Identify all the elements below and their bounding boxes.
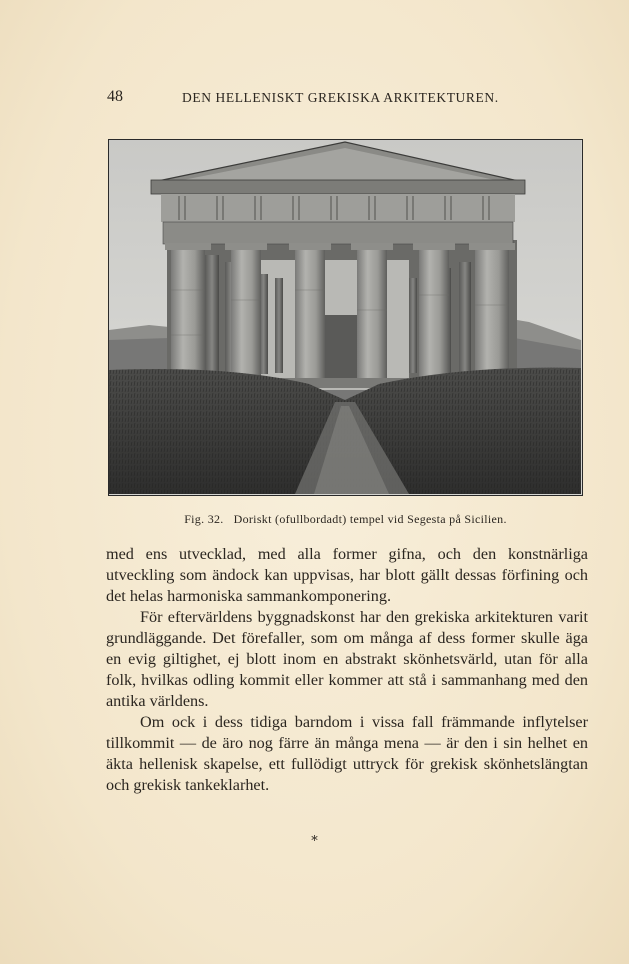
frieze	[161, 194, 515, 222]
paragraph: För eftervärldens byggnadskonst har den grekiska arkitekturen varit grundläggande. Det förefaller, som om många af dess former skulle äga en evig giltighet, ej blott inom en abstrakt skönhetsvärld, utan för alla folk, hvilkas odling kommit eller kommer att stå i sammanhang med den antika världens.	[106, 608, 588, 710]
architrave	[163, 222, 513, 244]
page-number: 48	[107, 88, 123, 105]
temple-photograph	[108, 139, 583, 496]
figure-caption	[108, 512, 583, 527]
figure-label: Fig. 32.	[184, 512, 224, 526]
cornice	[151, 180, 525, 194]
temple-photograph-drawing	[109, 140, 581, 494]
running-title: DEN HELLENISKT GREKISKA ARKITEKTUREN.	[182, 90, 499, 105]
body-text	[106, 544, 588, 796]
paragraph: med ens utvecklad, med alla former gifna, och den konstnärliga utveckling som ändock kan uppvisas, har blott gällt dessas förfining och det helas harmoniska sammankomponering.	[106, 545, 588, 605]
paragraph: Om ock i dess tidiga barndom i vissa fall främmande inflytelser tillkommit — de äro nog färre än många mena — är den i sin helhet en äkta hellenisk skapelse, ett fullödigt uttryck för grekisk skönhetslängtan och grekisk tankeklarhet.	[106, 713, 588, 794]
running-head	[107, 88, 583, 108]
caption-text: Doriskt (ofullbordadt) tempel vid Segesta på Sicilien.	[233, 512, 507, 526]
section-ornament: *	[311, 834, 318, 849]
